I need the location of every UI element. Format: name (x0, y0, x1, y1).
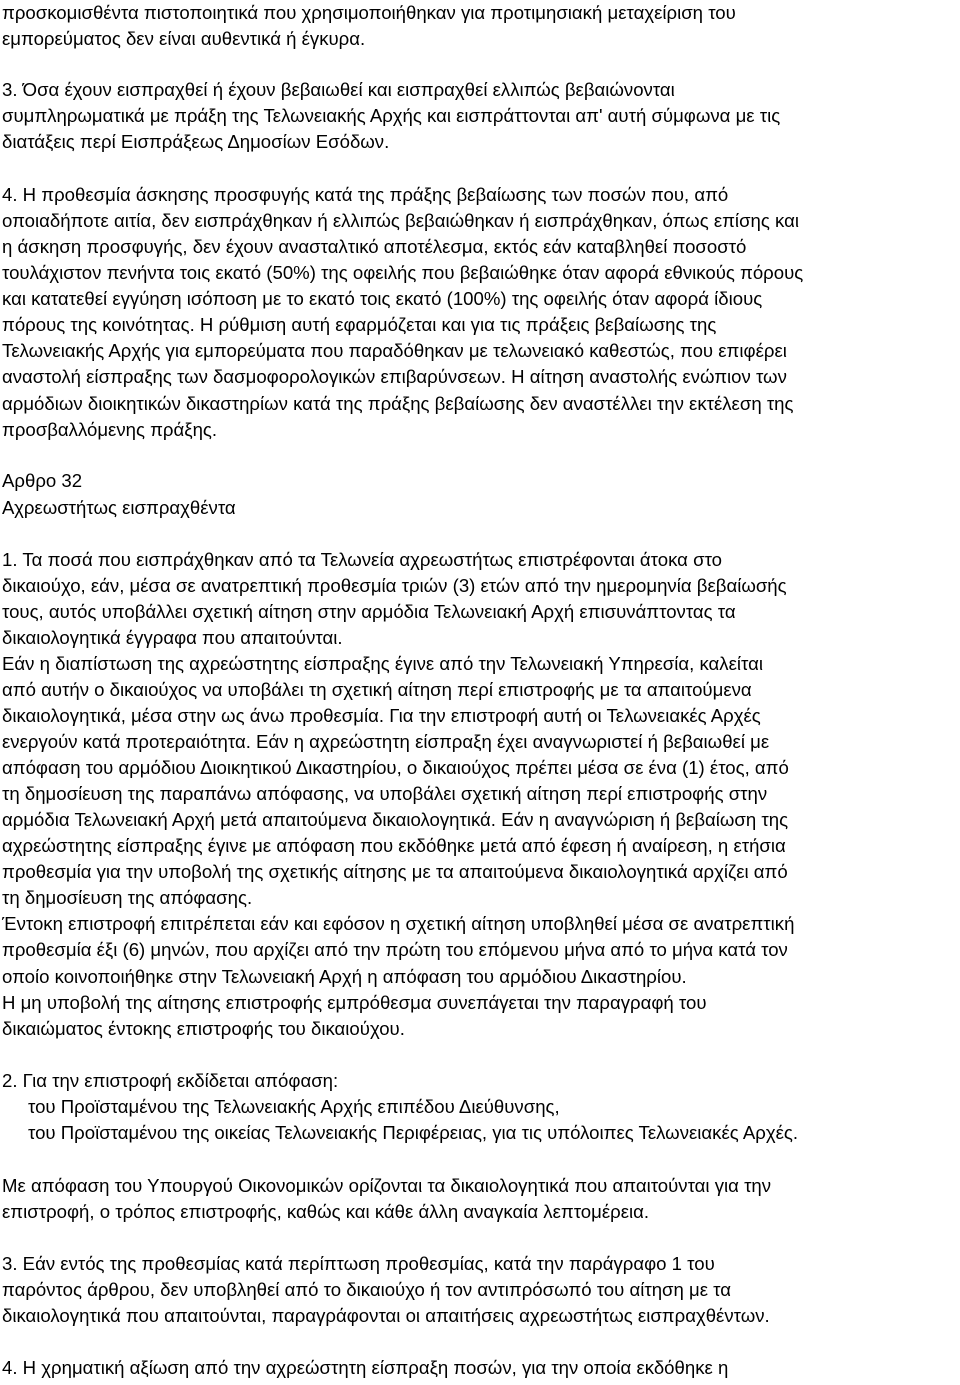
text-line: 3. Εάν εντός της προθεσμίας κατά περίπτωση προθεσμίας, κατά την παράγραφο 1 του (2, 1253, 715, 1274)
text-line: αναστολή είσπραξης των δασμοφορολογικών επιβαρύνσεων. Η αίτηση αναστολής ενώπιον των (2, 366, 787, 387)
text-line: προσβαλλόμενης πράξης. (2, 419, 218, 440)
text-line: προθεσμία έξι (6) μηνών, που αρχίζει από την πρώτη του επόμενου μήνα από το μήνα κατά τον (2, 939, 788, 960)
article-number: Αρθρο 32 (2, 470, 83, 491)
text-line: 4. Η προθεσμία άσκησης προσφυγής κατά της πράξης βεβαίωσης των ποσών που, από (2, 184, 729, 205)
text-line: διατάξεις περί Εισπράξεως Δημοσίων Εσόδων. (2, 131, 390, 152)
text-line: δικαιολογητικά έγγραφα που απαιτούνται. (2, 627, 343, 648)
text-line: 2. Για την επιστροφή εκδίδεται απόφαση: (2, 1070, 339, 1091)
text-line: αρμόδια Τελωνειακή Αρχή μετά απαιτούμενα δικαιολογητικά. Εάν η αναγνώριση ή βεβαίωση της (2, 809, 789, 830)
text-line: Τελωνειακής Αρχής για εμπορεύματα που παραδόθηκαν με τελωνειακό καθεστώς, που επιφέρει (2, 340, 787, 361)
text-line: οποίο κοινοποιήθηκε στην Τελωνειακή Αρχή η απόφαση του αρμόδιου Δικαστηρίου. (2, 966, 687, 987)
text-line: συμπληρωματικά με πράξη της Τελωνειακής Αρχής και εισπράττονται απ' αυτή σύμφωνα με τις (2, 105, 781, 126)
text-line: οποιαδήποτε αιτία, δεν εισπράχθηκαν ή ελλιπώς βεβαιώθηκαν ή εισπράχθηκαν, όπως επίσης και (2, 210, 799, 231)
text-line: τη δημοσίευση της απόφασης. (2, 887, 253, 908)
text-line: αχρεώστητης είσπραξης έγινε με απόφαση που εκδόθηκε μετά από έφεση ή αναίρεση, η ετήσια (2, 835, 786, 856)
text-line: 4. Η χρηματική αξίωση από την αχρεώστητη είσπραξη ποσών, για την οποία εκδόθηκε η (2, 1357, 729, 1378)
text-line: εμπορεύματος δεν είναι αυθεντικά ή έγκυρα. (2, 28, 366, 49)
text-line: 3. Όσα έχουν εισπραχθεί ή έχουν βεβαιωθεί και εισπραχθεί ελλιπώς βεβαιώνονται (2, 79, 675, 100)
text-line: η άσκηση προσφυγής, δεν έχουν ανασταλτικό αποτέλεσμα, εκτός εάν καταβληθεί ποσοστό (2, 236, 747, 257)
text-line: Έντοκη επιστροφή επιτρέπεται εάν και εφόσον η σχετική αίτηση υποβληθεί μέσα σε ανατρεπτική (2, 913, 795, 934)
text-line: Η μη υποβολή της αίτησης επιστροφής εμπρόθεσμα συνεπάγεται την παραγραφή του (2, 992, 707, 1013)
text-line: απόφαση του αρμόδιου Διοικητικού Δικαστηρίου, ο δικαιούχος πρέπει μέσα σε ένα (1) έτος, από (2, 757, 789, 778)
list-item: του Προϊσταμένου της οικείας Τελωνειακής Περιφέρειας, για τις υπόλοιπες Τελωνειακές Αρχές. (28, 1122, 799, 1143)
text-line: και κατατεθεί εγγύηση ισόποση με το εκατό τοις εκατό (100%) της οφειλής όταν αφορά ίδιους (2, 288, 763, 309)
text-line: προσκομισθέντα πιστοποιητικά που χρησιμοποιήθηκαν για προτιμησιακή μεταχείριση του (2, 2, 736, 23)
list-item: του Προϊσταμένου της Τελωνειακής Αρχής επιπέδου Διεύθυνσης, (28, 1096, 560, 1117)
text-line: προθεσμία για την υποβολή της σχετικής αίτησης με τα απαιτούμενα δικαιολογητικά αρχίζει από (2, 861, 788, 882)
text-line: τουλάχιστον πενήντα τοις εκατό (50%) της οφειλής που βεβαιώθηκε όταν αφορά εθνικούς πόρους (2, 262, 804, 283)
text-line: παρόντος άρθρου, δεν υποβληθεί από το δικαιούχο ή τον αντιπρόσωπό του αίτηση με τα (2, 1279, 732, 1300)
text-line: δικαιολογητικά, μέσα στην ως άνω προθεσμία. Για την επιστροφή αυτή οι Τελωνειακές Αρχές (2, 705, 761, 726)
text-line: 1. Τα ποσά που εισπράχθηκαν από τα Τελωνεία αχρεωστήτως επιστρέφονται άτοκα στο (2, 549, 722, 570)
article-title: Αχρεωστήτως εισπραχθέντα (2, 497, 236, 518)
text-line: τους, αυτός υποβάλλει σχετική αίτηση στην αρμόδια Τελωνειακή Αρχή επισυνάπτοντας τα (2, 601, 736, 622)
text-line: από αυτήν ο δικαιούχος να υποβάλει τη σχετική αίτηση περί επιστροφής με τα απαιτούμενα (2, 679, 752, 700)
text-line: τη δημοσίευση της παραπάνω απόφασης, να υποβάλει σχετική αίτηση περί επιστροφής στην (2, 783, 768, 804)
text-line: Εάν η διαπίστωση της αχρεώστητης είσπραξης έγινε από την Τελωνειακή Υπηρεσία, καλείται (2, 653, 763, 674)
text-line: δικαιώματος έντοκης επιστροφής του δικαιούχου. (2, 1018, 405, 1039)
text-line: πόρους της κοινότητας. Η ρύθμιση αυτή εφαρμόζεται και για τις πράξεις βεβαίωσης της (2, 314, 717, 335)
text-line: ενεργούν κατά προτεραιότητα. Εάν η αχρεώστητη είσπραξη έχει αναγνωριστεί ή βεβαιωθεί με (2, 731, 770, 752)
text-line: Με απόφαση του Υπουργού Οικονομικών ορίζονται τα δικαιολογητικά που απαιτούνται για την (2, 1175, 772, 1196)
text-line: επιστροφή, ο τρόπος επιστροφής, καθώς και κάθε άλλη αναγκαία λεπτομέρεια. (2, 1201, 650, 1222)
text-line: δικαιούχο, εάν, μέσα σε ανατρεπτική προθεσμία τριών (3) ετών από την ημερομηνία βεβαίωσής (2, 575, 787, 596)
text-line: αρμόδιων διοικητικών δικαστηρίων κατά της πράξης βεβαίωσης δεν αναστέλλει την εκτέλεση της (2, 393, 794, 414)
text-line: δικαιολογητικά που απαιτούνται, παραγράφονται οι απαιτήσεις αχρεωστήτως εισπραχθέντων. (2, 1305, 770, 1326)
